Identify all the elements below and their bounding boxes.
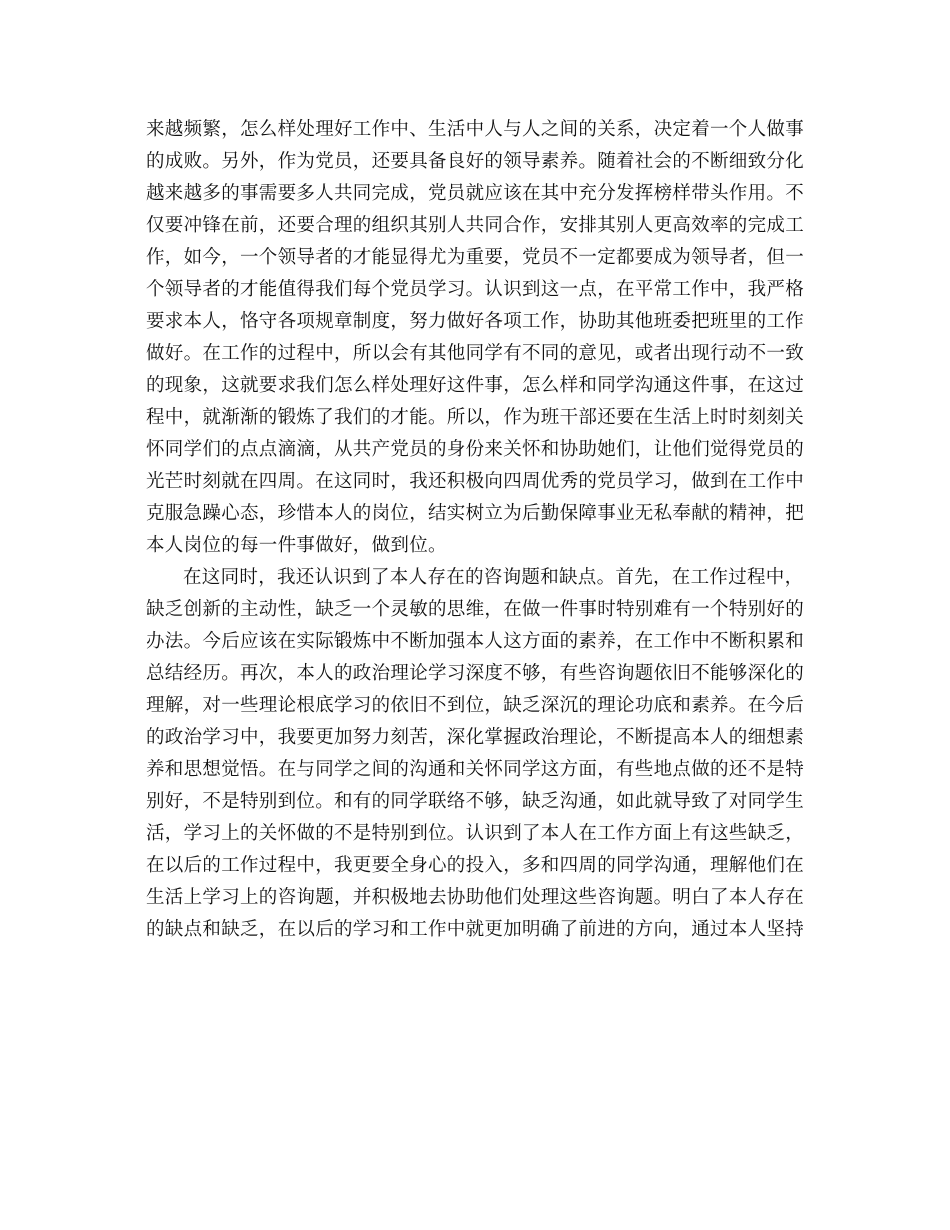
text-line: 本人岗位的每一件事做好，做到位。 [146,535,447,556]
text-line: 在以后的工作过程中，我更要全身心的投入，多和四周的同学沟通，理解他们在 [146,855,805,876]
text-line: 办法。今后应该在实际锻炼中不断加强本人这方面的素养，在工作中不断积累和 [146,631,805,652]
text-line: 光芒时刻就在四周。在这同时，我还积极向四周优秀的党员学习，做到在工作中 [146,471,805,492]
text-line: 作，如今，一个领导者的才能显得尤为重要，党员不一定都要成为领导者，但一 [146,247,805,268]
text-line: 来越频繁，怎么样处理好工作中、生活中人与人之间的关系，决定着一个人做事 [146,119,805,140]
text-line: 程中，就渐渐的锻炼了我们的才能。所以，作为班干部还要在生活上时时刻刻关 [146,407,805,428]
text-line: 个领导者的才能值得我们每个党员学习。认识到这一点，在平常工作中，我严格 [146,279,805,300]
text-line: 的成败。另外，作为党员，还要具备良好的领导素养。随着社会的不断细致分化 [146,151,805,172]
text-line: 越来越多的事需要多人共同完成，党员就应该在其中充分发挥榜样带头作用。不 [146,183,805,204]
text-line: 别好，不是特别到位。和有的同学联络不够，缺乏沟通，如此就导致了对同学生 [146,791,805,812]
text-line: 总结经历。再次，本人的政治理论学习深度不够，有些咨询题依旧不能够深化的 [146,663,805,684]
text-line: 缺乏创新的主动性，缺乏一个灵敏的思维，在做一件事时特别难有一个特别好的 [146,599,805,620]
text-line: 克服急躁心态，珍惜本人的岗位，结实树立为后勤保障事业无私奉献的精神，把 [146,503,805,524]
text-line: 要求本人，恪守各项规章制度，努力做好各项工作，协助其他班委把班里的工作 [146,311,805,332]
text-line: 活，学习上的关怀做的不是特别到位。认识到了本人在工作方面上有这些缺乏， [146,823,805,844]
text-line: 怀同学们的点点滴滴，从共产党员的身份来关怀和协助她们，让他们觉得党员的 [146,439,805,460]
text-line: 养和思想觉悟。在与同学之间的沟通和关怀同学这方面，有些地点做的还不是特 [146,759,805,780]
paragraph-1 [146,114,805,562]
paragraph-2 [146,562,805,946]
text-line: 的现象，这就要求我们怎么样处理好这件事，怎么样和同学沟通这件事，在这过 [146,375,805,396]
text-line: 仅要冲锋在前，还要合理的组织其别人共同合作，安排其别人更高效率的完成工 [146,215,805,236]
document-body [146,114,805,946]
text-line: 做好。在工作的过程中，所以会有其他同学有不同的意见，或者出现行动不一致 [146,343,805,364]
text-line: 理解，对一些理论根底学习的依旧不到位，缺乏深沉的理论功底和素养。在今后 [146,695,805,716]
text-line: 的缺点和缺乏，在以后的学习和工作中就更加明确了前进的方向，通过本人坚持 [146,919,805,940]
text-line: 生活上学习上的咨询题，并积极地去协助他们处理这些咨询题。明白了本人存在 [146,887,805,908]
text-line: 在这同时，我还认识到了本人存在的咨询题和缺点。首先，在工作过程中， [183,567,804,588]
text-line: 的政治学习中，我要更加努力刻苦，深化掌握政治理论，不断提高本人的细想素 [146,727,805,748]
